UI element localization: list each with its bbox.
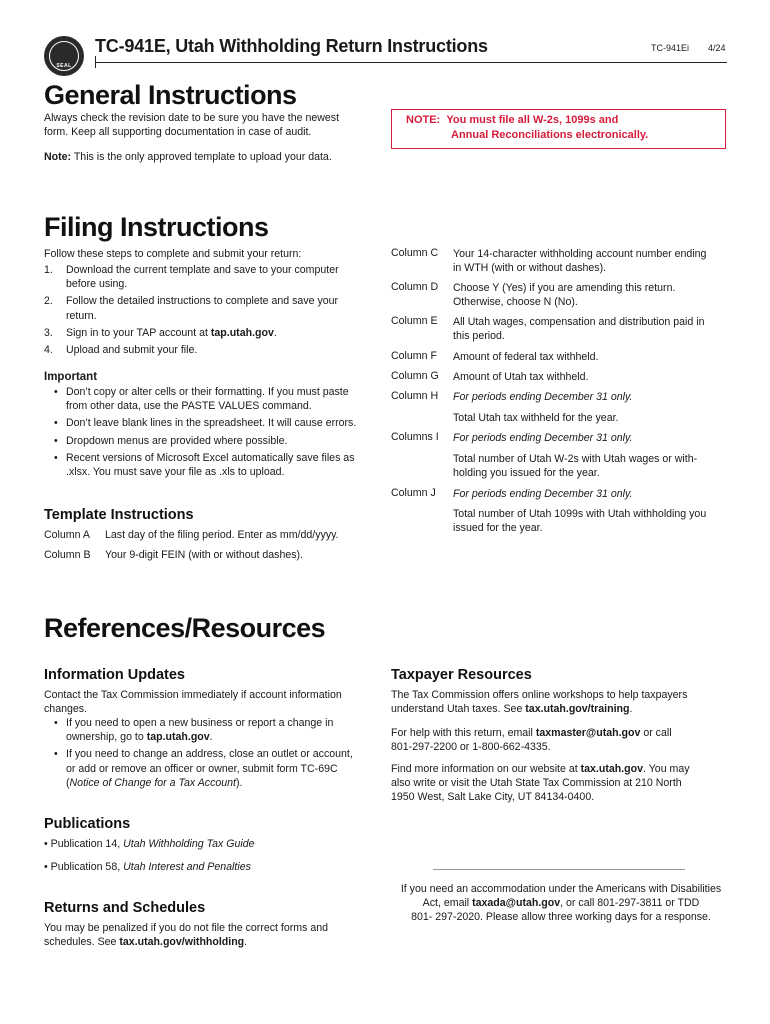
taxmaster-email-link[interactable]: taxmaster@utah.gov — [535, 727, 641, 739]
column-h-text: Total Utah tax withheld for the year. — [453, 412, 619, 424]
list-item: • If you need to open a new business or report a change in ownership, go to tap.utah.gov. — [54, 717, 334, 744]
column-a-label: Column A — [44, 529, 90, 541]
column-f-label: Column F — [391, 350, 437, 362]
list-item: • Don’t copy or alter cells or their formatting. If you must paste from other data, use the PASTE VALUES command. — [54, 386, 349, 413]
filing-intro: Follow these steps to complete and submit your return: — [44, 248, 302, 260]
list-item: • Don’t leave blank lines in the spreadsheet. It will cause errors. — [54, 417, 357, 430]
publication-58[interactable]: • Publication 58, Utah Interest and Penalties — [44, 861, 251, 873]
column-j-period: For periods ending December 31 only. — [453, 488, 633, 500]
column-c-label: Column C — [391, 247, 439, 259]
column-d-text: Choose Y (Yes) if you are amending this return. Otherwise, choose N (No). — [453, 282, 676, 309]
column-e-text: All Utah wages, compensation and distribution paid in this period. — [453, 316, 705, 343]
column-i-label: Columns I — [391, 431, 439, 443]
accommodation-notice: If you need an accommodation under the Americans with Disabilities Act, email taxada@utah.gov, or call 801-297-3811 or TDD 801- 297-2020. Please allow three working days for a response. — [400, 883, 722, 924]
references-heading: References/Resources — [44, 613, 326, 643]
taxpayer-resources-heading: Taxpayer Resources — [391, 667, 532, 683]
taxada-email-link[interactable]: taxada@utah.gov — [472, 897, 561, 910]
template-instructions-heading: Template Instructions — [44, 507, 194, 523]
general-note: Note: This is the only approved template to upload your data. — [44, 151, 332, 163]
document-title: TC-941E, Utah Withholding Return Instructions — [95, 36, 488, 56]
column-h-label: Column H — [391, 390, 439, 402]
column-i-text: Total number of Utah W-2s with Utah wages or with- holding you issued for the year. — [453, 453, 698, 480]
publications-heading: Publications — [44, 816, 131, 832]
list-item: • If you need to change an address, close an outlet or account, or add or remove an officer or owner, submit form TC-69C (Notice of Change for a Tax Account). — [54, 748, 353, 789]
form-code: TC-941Ei — [651, 43, 690, 53]
column-h-period: For periods ending December 31 only. — [453, 391, 633, 403]
column-c-text: Your 14-character withholding account number ending in WTH (with or without dashes). — [453, 248, 707, 275]
important-list — [54, 385, 386, 479]
column-e-label: Column E — [391, 315, 438, 327]
list-item: 2. Follow the detailed instructions to complete and save your return. — [44, 295, 339, 322]
utah-state-seal-icon: SEAL — [44, 36, 84, 76]
divider-line — [433, 869, 685, 870]
revision-date: 4/24 — [708, 43, 726, 53]
taxpayer-resources-text: The Tax Commission offers online workshops to help taxpayers understand Utah taxes. See tax.utah.gov/training. — [391, 689, 688, 716]
returns-schedules-text: You may be penalized if you do not file the correct forms and schedules. See tax.utah.gov/withholding. — [44, 922, 329, 949]
withholding-link[interactable]: tax.utah.gov/withholding — [119, 936, 245, 949]
column-j-label: Column J — [391, 487, 436, 499]
general-instructions-heading: General Instructions — [44, 80, 297, 110]
column-f-text: Amount of federal tax withheld. — [453, 351, 599, 363]
electronic-filing-callout: NOTE: You must file all W-2s, 1099s and Annual Reconciliations electronically. — [391, 109, 726, 149]
column-b-text: Your 9-digit FEIN (with or without dashes). — [105, 549, 304, 561]
list-item: • Dropdown menus are provided where possible. — [54, 434, 288, 447]
column-d-label: Column D — [391, 281, 439, 293]
header-rule — [95, 62, 727, 63]
important-heading: Important — [44, 371, 98, 383]
list-item: • Recent versions of Microsoft Excel automatically save files as .xlsx. You must save your file as .xls to upload. — [54, 451, 355, 479]
column-a-text: Last day of the filing period. Enter as mm/dd/yyyy. — [105, 529, 339, 541]
filing-steps-list — [44, 263, 386, 357]
list-item: 3. Sign in to your TAP account at tap.utah.gov. — [44, 326, 277, 339]
tap-link[interactable]: tap.utah.gov — [146, 731, 210, 744]
list-item: 4. Upload and submit your file. — [44, 344, 198, 357]
column-j-text: Total number of Utah 1099s with Utah withholding you issued for the year. — [453, 508, 707, 535]
information-updates-text: Contact the Tax Commission immediately if account information changes. — [44, 689, 342, 716]
more-information-text: Find more information on our website at tax.utah.gov. You may also write or visit the Utah State Tax Commission at 210 North 1950 West, Salt Lake City, UT 84134-0400. — [391, 763, 690, 804]
training-link[interactable]: tax.utah.gov/training — [525, 703, 630, 716]
help-contact-text: For help with this return, email taxmaster@utah.gov or call 801-297-2200 or 1-800-662-4335. — [391, 727, 672, 754]
column-g-text: Amount of Utah tax withheld. — [453, 371, 589, 383]
column-b-label: Column B — [44, 549, 91, 561]
information-updates-list — [54, 716, 386, 790]
tap-link[interactable]: tap.utah.gov — [210, 326, 274, 339]
list-item: 1. Download the current template and save to your computer before using. — [44, 264, 339, 291]
column-g-label: Column G — [391, 370, 439, 382]
website-link[interactable]: tax.utah.gov — [580, 763, 644, 775]
column-i-period: For periods ending December 31 only. — [453, 432, 633, 444]
returns-schedules-heading: Returns and Schedules — [44, 900, 206, 916]
filing-instructions-heading: Filing Instructions — [44, 212, 269, 242]
information-updates-heading: Information Updates — [44, 667, 185, 683]
publication-14[interactable]: • Publication 14, Utah Withholding Tax Guide — [44, 838, 255, 850]
general-intro: Always check the revision date to be sure you have the newest form. Keep all supporting documentation in case of audit. — [44, 112, 340, 139]
